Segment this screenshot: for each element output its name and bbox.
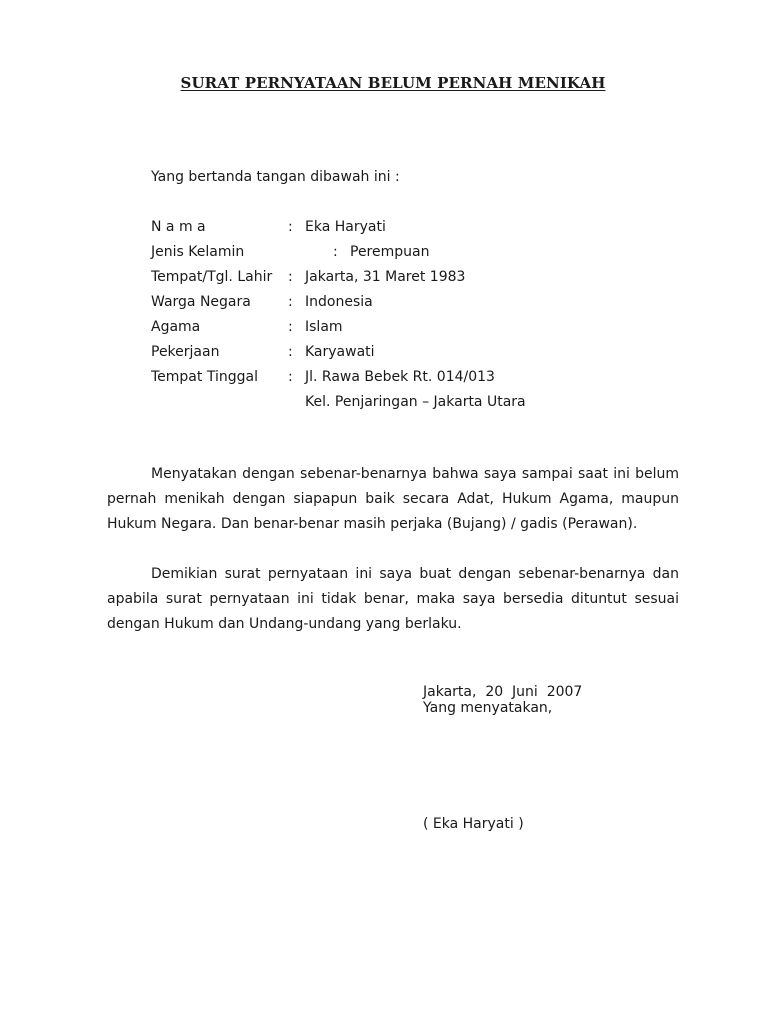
statement-paragraph: Menyatakan dengan sebenar-benarnya bahwa saya sampai saat ini belum pernah menikah dengan siapapun baik secara Adat, Hukum Agama, maupun Hukum Negara. Dan benar-benar masih perjaka (Bujang) / gadis (Perawan). bbox=[107, 466, 679, 532]
signature-role: Yang menyatakan, bbox=[423, 700, 553, 716]
signature-place-date: Jakarta, 20 Juni 2007 bbox=[423, 684, 583, 700]
field-label: Tempat Tinggal bbox=[151, 369, 258, 385]
closing-paragraph: Demikian surat pernyataan ini saya buat dengan sebenar-benarnya dan apabila surat pernyataan ini tidak benar, maka saya bersedia dituntut sesuai dengan Hukum dan Undang-undang yang berlaku. bbox=[107, 566, 679, 632]
field-label: Warga Negara bbox=[151, 294, 251, 310]
field-colon: : bbox=[288, 269, 293, 285]
field-label: Jenis Kelamin bbox=[151, 244, 245, 260]
field-value: Perempuan bbox=[350, 244, 430, 260]
field-value: Jakarta, 31 Maret 1983 bbox=[305, 269, 466, 285]
field-label: Pekerjaan bbox=[151, 344, 220, 360]
field-colon: : bbox=[288, 294, 293, 310]
field-colon: : bbox=[288, 369, 293, 385]
field-colon: : bbox=[288, 219, 293, 235]
address-line2: Kel. Penjaringan – Jakarta Utara bbox=[305, 394, 526, 410]
field-label: Agama bbox=[151, 319, 201, 335]
field-colon: : bbox=[288, 319, 293, 335]
field-value: Eka Haryati bbox=[305, 219, 386, 235]
field-colon: : bbox=[288, 344, 293, 360]
field-colon: : bbox=[333, 244, 338, 260]
field-label: N a m a bbox=[151, 219, 206, 235]
field-value: Islam bbox=[305, 319, 343, 335]
signature-name: ( Eka Haryati ) bbox=[423, 816, 524, 832]
intro-text: Yang bertanda tangan dibawah ini : bbox=[151, 169, 400, 185]
field-value: Indonesia bbox=[305, 294, 373, 310]
field-value: Karyawati bbox=[305, 344, 375, 360]
document-title: SURAT PERNYATAAN BELUM PERNAH MENIKAH bbox=[180, 74, 606, 92]
field-label: Tempat/Tgl. Lahir bbox=[151, 269, 273, 285]
field-value: Jl. Rawa Bebek Rt. 014/013 bbox=[305, 369, 495, 385]
